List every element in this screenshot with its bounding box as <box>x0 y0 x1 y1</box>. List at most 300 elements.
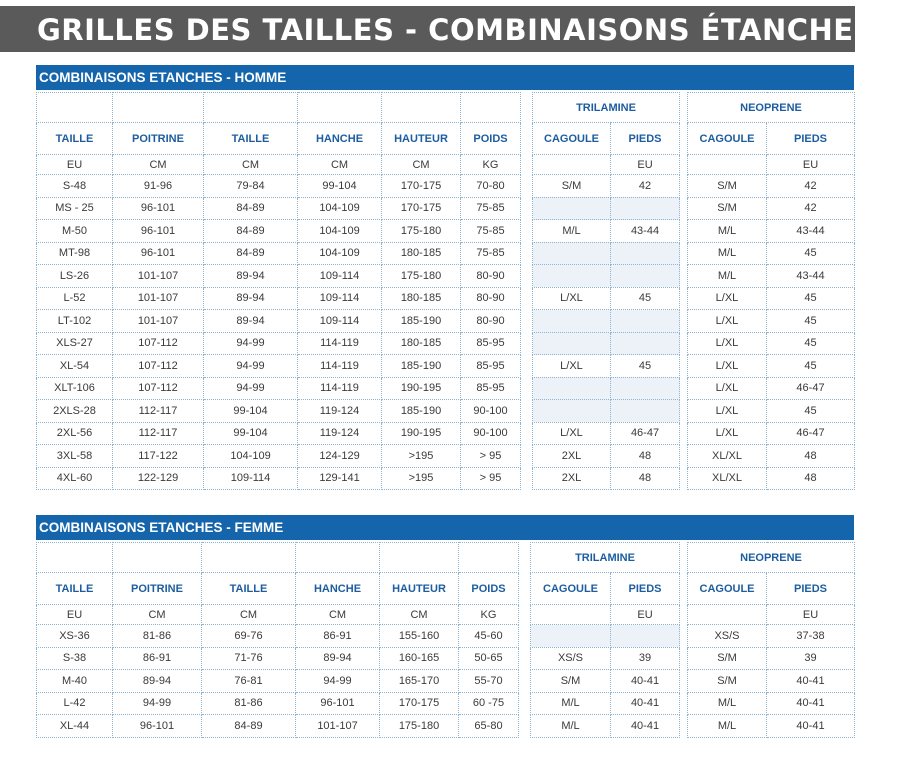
unit-row <box>688 155 855 175</box>
header-row <box>37 573 519 605</box>
value-cell: 170-175 <box>380 692 459 715</box>
value-cell: 107-112 <box>113 355 204 378</box>
table-row <box>37 670 519 693</box>
value-cell: L/XL <box>688 400 767 423</box>
value-cell: 86-91 <box>113 647 202 670</box>
value-cell: 46-47 <box>611 422 680 445</box>
group-title-trilamine: TRILAMINE <box>531 543 680 573</box>
value-cell: 48 <box>611 445 680 468</box>
table-row <box>533 422 680 445</box>
table-row <box>688 197 855 220</box>
value-cell: 45-60 <box>459 625 519 648</box>
unit-cell <box>533 155 611 175</box>
value-cell: 50-65 <box>459 647 519 670</box>
value-cell: 107-112 <box>113 377 204 400</box>
table-row <box>688 715 855 738</box>
header-row <box>688 573 855 605</box>
value-cell <box>533 197 611 220</box>
value-cell: L/XL <box>688 310 767 333</box>
unit-row <box>37 605 519 625</box>
table-row <box>688 242 855 265</box>
size-cell: XLT-106 <box>37 377 113 400</box>
column-header: POITRINE <box>113 573 202 605</box>
column-header: TAILLE <box>37 573 113 605</box>
value-cell <box>611 265 680 288</box>
size-table-homme <box>36 92 521 490</box>
value-cell: 91-96 <box>113 175 204 198</box>
value-cell: M/L <box>688 692 767 715</box>
value-cell: 89-94 <box>204 310 298 333</box>
value-cell: 76-81 <box>202 670 296 693</box>
value-cell: 45 <box>767 332 855 355</box>
column-header: TAILLE <box>204 123 298 155</box>
value-cell: >195 <box>382 467 461 490</box>
header-row <box>688 123 855 155</box>
value-cell: S/M <box>533 175 611 198</box>
table-row <box>37 422 521 445</box>
unit-cell: CM <box>382 155 461 175</box>
size-cell: XLS-27 <box>37 332 113 355</box>
table-row <box>531 715 680 738</box>
value-cell: 101-107 <box>113 287 204 310</box>
value-cell: 96-101 <box>113 715 202 738</box>
empty-header-cell <box>202 543 296 573</box>
value-cell: 80-90 <box>461 310 521 333</box>
value-cell: 84-89 <box>204 197 298 220</box>
value-cell: 40-41 <box>611 692 680 715</box>
table-row <box>37 287 521 310</box>
value-cell: 190-195 <box>382 422 461 445</box>
value-cell <box>611 332 680 355</box>
header-row <box>533 123 680 155</box>
value-cell: XS/S <box>531 647 611 670</box>
value-cell: 39 <box>611 647 680 670</box>
unit-cell: EU <box>37 155 113 175</box>
value-cell: 180-185 <box>382 242 461 265</box>
size-table-femme <box>36 542 519 738</box>
value-cell: > 95 <box>461 445 521 468</box>
column-header: HAUTEUR <box>382 123 461 155</box>
unit-cell: CM <box>380 605 459 625</box>
size-cell: L-42 <box>37 692 113 715</box>
value-cell: 185-190 <box>382 310 461 333</box>
value-cell <box>611 242 680 265</box>
value-cell: 60 -75 <box>459 692 519 715</box>
table-row <box>688 647 855 670</box>
value-cell <box>533 265 611 288</box>
value-cell: 104-109 <box>298 220 382 243</box>
column-header: HANCHE <box>298 123 382 155</box>
value-cell: 96-101 <box>296 692 380 715</box>
unit-row <box>688 605 855 625</box>
value-cell: 94-99 <box>204 377 298 400</box>
value-cell: 45 <box>767 355 855 378</box>
table-row <box>37 647 519 670</box>
value-cell: 71-76 <box>202 647 296 670</box>
table-row <box>533 287 680 310</box>
value-cell: L/XL <box>688 422 767 445</box>
table-row <box>688 692 855 715</box>
table-row <box>688 625 855 648</box>
value-cell: 80-90 <box>461 265 521 288</box>
group-header-row <box>533 93 680 123</box>
empty-header-cell <box>298 93 382 123</box>
value-cell: 40-41 <box>767 692 855 715</box>
value-cell: 117-122 <box>113 445 204 468</box>
page-header <box>0 6 875 52</box>
value-cell: 79-84 <box>204 175 298 198</box>
table-row <box>688 287 855 310</box>
size-table-femme-trilamine <box>530 542 680 738</box>
value-cell: 89-94 <box>204 265 298 288</box>
value-cell: 170-175 <box>382 175 461 198</box>
value-cell <box>533 332 611 355</box>
value-cell: 99-104 <box>298 175 382 198</box>
value-cell: 170-175 <box>382 197 461 220</box>
table-row <box>688 400 855 423</box>
unit-cell: EU <box>611 155 680 175</box>
size-cell: M-50 <box>37 220 113 243</box>
value-cell: L/XL <box>533 422 611 445</box>
size-cell: S-38 <box>37 647 113 670</box>
unit-cell: CM <box>298 155 382 175</box>
size-cell: MS - 25 <box>37 197 113 220</box>
value-cell: 85-95 <box>461 332 521 355</box>
value-cell: 124-129 <box>298 445 382 468</box>
column-header: PIEDS <box>611 573 680 605</box>
unit-cell <box>688 155 767 175</box>
section-homme <box>36 65 854 490</box>
value-cell: M/L <box>533 220 611 243</box>
value-cell: 90-100 <box>461 400 521 423</box>
value-cell: M/L <box>688 715 767 738</box>
value-cell: 45 <box>767 310 855 333</box>
value-cell: 94-99 <box>204 332 298 355</box>
table-row <box>533 220 680 243</box>
value-cell: 185-190 <box>382 355 461 378</box>
value-cell: 89-94 <box>204 287 298 310</box>
unit-cell: CM <box>113 155 204 175</box>
value-cell: M/L <box>688 265 767 288</box>
value-cell: 96-101 <box>113 220 204 243</box>
value-cell: 190-195 <box>382 377 461 400</box>
value-cell: 90-100 <box>461 422 521 445</box>
value-cell <box>533 400 611 423</box>
size-cell: 4XL-60 <box>37 467 113 490</box>
value-cell: 43-44 <box>611 220 680 243</box>
table-row <box>533 467 680 490</box>
value-cell <box>611 197 680 220</box>
table-row <box>37 220 521 243</box>
value-cell: 96-101 <box>113 197 204 220</box>
value-cell: 46-47 <box>767 377 855 400</box>
unit-cell: EU <box>37 605 113 625</box>
value-cell: 48 <box>767 445 855 468</box>
value-cell: 81-86 <box>113 625 202 648</box>
value-cell: L/XL <box>688 355 767 378</box>
empty-header-cell <box>380 543 459 573</box>
value-cell: 94-99 <box>296 670 380 693</box>
table-row <box>688 332 855 355</box>
value-cell: S/M <box>688 175 767 198</box>
table-row <box>688 265 855 288</box>
unit-cell: KG <box>461 155 521 175</box>
size-cell: 2XL-56 <box>37 422 113 445</box>
table-row <box>37 332 521 355</box>
value-cell: 107-112 <box>113 332 204 355</box>
size-table-homme-neoprene <box>687 92 855 490</box>
group-title-trilamine: TRILAMINE <box>533 93 680 123</box>
value-cell: > 95 <box>461 467 521 490</box>
value-cell: 40-41 <box>767 670 855 693</box>
unit-cell: KG <box>459 605 519 625</box>
table-row <box>37 175 521 198</box>
value-cell <box>611 377 680 400</box>
value-cell <box>533 242 611 265</box>
value-cell: 114-119 <box>298 377 382 400</box>
value-cell: 75-85 <box>461 197 521 220</box>
section-title: COMBINAISONS ETANCHES - FEMME <box>39 520 284 535</box>
section-title-bar <box>36 65 854 90</box>
value-cell: 45 <box>767 400 855 423</box>
column-header: TAILLE <box>202 573 296 605</box>
value-cell: 42 <box>767 175 855 198</box>
value-cell <box>533 377 611 400</box>
value-cell: 55-70 <box>459 670 519 693</box>
table-row <box>37 197 521 220</box>
value-cell: XL/XL <box>688 467 767 490</box>
empty-header-cell <box>461 93 521 123</box>
value-cell: 114-119 <box>298 332 382 355</box>
section-title: COMBINAISONS ETANCHES - HOMME <box>39 70 287 85</box>
value-cell: 48 <box>611 467 680 490</box>
empty-header-cell <box>113 543 202 573</box>
value-cell: 101-107 <box>113 265 204 288</box>
table-row <box>37 625 519 648</box>
table-row <box>533 445 680 468</box>
size-cell: XL-54 <box>37 355 113 378</box>
table-row <box>688 422 855 445</box>
column-header: POIDS <box>459 573 519 605</box>
value-cell: L/XL <box>688 332 767 355</box>
value-cell: 94-99 <box>204 355 298 378</box>
empty-header-cell <box>37 93 113 123</box>
empty-header-cell <box>296 543 380 573</box>
value-cell: 69-76 <box>202 625 296 648</box>
value-cell: 84-89 <box>202 715 296 738</box>
column-header: CAGOULE <box>688 123 767 155</box>
value-cell: 96-101 <box>113 242 204 265</box>
value-cell: S/M <box>688 197 767 220</box>
table-row <box>533 355 680 378</box>
value-cell: M/L <box>531 692 611 715</box>
value-cell: 104-109 <box>298 197 382 220</box>
table-row <box>37 692 519 715</box>
value-cell: 99-104 <box>204 400 298 423</box>
value-cell: 2XL <box>533 467 611 490</box>
value-cell: 119-124 <box>298 422 382 445</box>
value-cell: 180-185 <box>382 332 461 355</box>
value-cell <box>611 625 680 648</box>
value-cell: 43-44 <box>767 220 855 243</box>
value-cell: 45 <box>767 287 855 310</box>
size-cell: S-48 <box>37 175 113 198</box>
page-title: GRILLES DES TAILLES - COMBINAISONS ÉTANCHES <box>37 13 875 47</box>
size-cell: LS-26 <box>37 265 113 288</box>
value-cell: 94-99 <box>113 692 202 715</box>
group-title-neoprene: NEOPRENE <box>688 543 855 573</box>
value-cell: 46-47 <box>767 422 855 445</box>
value-cell: 39 <box>767 647 855 670</box>
unit-cell: CM <box>113 605 202 625</box>
value-cell: 65-80 <box>459 715 519 738</box>
value-cell: 45 <box>611 287 680 310</box>
table-row <box>533 377 680 400</box>
table-row <box>37 242 521 265</box>
value-cell: 109-114 <box>298 310 382 333</box>
column-header: TAILLE <box>37 123 113 155</box>
size-cell: MT-98 <box>37 242 113 265</box>
value-cell: 122-129 <box>113 467 204 490</box>
column-header: PIEDS <box>767 123 855 155</box>
header-spacer-row <box>37 543 519 573</box>
value-cell: 43-44 <box>767 265 855 288</box>
value-cell: XL/XL <box>688 445 767 468</box>
value-cell: 101-107 <box>296 715 380 738</box>
table-row <box>37 355 521 378</box>
group-header-row <box>531 543 680 573</box>
value-cell: 42 <box>611 175 680 198</box>
value-cell <box>531 625 611 648</box>
empty-header-cell <box>204 93 298 123</box>
column-header: POITRINE <box>113 123 204 155</box>
size-cell: M-40 <box>37 670 113 693</box>
section-femme <box>36 515 854 745</box>
unit-cell <box>688 605 767 625</box>
column-header: CAGOULE <box>533 123 611 155</box>
table-row <box>688 670 855 693</box>
size-cell: 2XLS-28 <box>37 400 113 423</box>
size-cell: XS-36 <box>37 625 113 648</box>
value-cell: 45 <box>611 355 680 378</box>
table-row <box>37 310 521 333</box>
value-cell: 85-95 <box>461 377 521 400</box>
value-cell: 114-119 <box>298 355 382 378</box>
table-row <box>533 197 680 220</box>
empty-header-cell <box>459 543 519 573</box>
value-cell: 155-160 <box>380 625 459 648</box>
size-cell: LT-102 <box>37 310 113 333</box>
value-cell <box>611 400 680 423</box>
value-cell: 185-190 <box>382 400 461 423</box>
table-row <box>688 445 855 468</box>
unit-cell: EU <box>767 605 855 625</box>
value-cell: 89-94 <box>113 670 202 693</box>
value-cell: 45 <box>767 242 855 265</box>
unit-cell <box>531 605 611 625</box>
table-row <box>533 332 680 355</box>
column-header: POIDS <box>461 123 521 155</box>
table-row <box>688 467 855 490</box>
empty-header-cell <box>37 543 113 573</box>
table-row <box>37 467 521 490</box>
value-cell <box>611 310 680 333</box>
value-cell: 101-107 <box>113 310 204 333</box>
value-cell: 99-104 <box>204 422 298 445</box>
value-cell: 104-109 <box>298 242 382 265</box>
value-cell: 180-185 <box>382 287 461 310</box>
table-row <box>533 175 680 198</box>
value-cell: 80-90 <box>461 287 521 310</box>
unit-cell: EU <box>767 155 855 175</box>
size-cell: 3XL-58 <box>37 445 113 468</box>
group-header-row <box>688 543 855 573</box>
empty-header-cell <box>113 93 204 123</box>
value-cell: 81-86 <box>202 692 296 715</box>
size-table-femme-neoprene <box>687 542 855 738</box>
unit-row <box>533 155 680 175</box>
value-cell: 175-180 <box>380 715 459 738</box>
unit-cell: CM <box>202 605 296 625</box>
unit-row <box>37 155 521 175</box>
value-cell: 119-124 <box>298 400 382 423</box>
value-cell: XS/S <box>688 625 767 648</box>
group-header-row <box>688 93 855 123</box>
table-row <box>688 220 855 243</box>
value-cell: M/L <box>531 715 611 738</box>
table-row <box>531 692 680 715</box>
table-row <box>37 445 521 468</box>
value-cell: 42 <box>767 197 855 220</box>
value-cell: >195 <box>382 445 461 468</box>
value-cell <box>533 310 611 333</box>
table-row <box>531 670 680 693</box>
table-row <box>688 310 855 333</box>
table-row <box>37 377 521 400</box>
value-cell: 2XL <box>533 445 611 468</box>
table-row <box>533 265 680 288</box>
column-header: HAUTEUR <box>380 573 459 605</box>
column-header: PIEDS <box>767 573 855 605</box>
table-row <box>533 400 680 423</box>
column-header: CAGOULE <box>688 573 767 605</box>
value-cell: 160-165 <box>380 647 459 670</box>
table-row <box>688 377 855 400</box>
value-cell: M/L <box>688 242 767 265</box>
value-cell: L/XL <box>688 377 767 400</box>
table-row <box>531 647 680 670</box>
header-spacer-row <box>37 93 521 123</box>
size-table-homme-trilamine <box>532 92 680 490</box>
header-row <box>531 573 680 605</box>
empty-header-cell <box>382 93 461 123</box>
table-row <box>533 242 680 265</box>
value-cell: 37-38 <box>767 625 855 648</box>
value-cell: 109-114 <box>298 265 382 288</box>
size-cell: XL-44 <box>37 715 113 738</box>
value-cell: 165-170 <box>380 670 459 693</box>
section-title-bar <box>36 515 854 540</box>
value-cell: L/XL <box>688 287 767 310</box>
value-cell: S/M <box>531 670 611 693</box>
value-cell: 48 <box>767 467 855 490</box>
table-row <box>531 625 680 648</box>
table-row <box>688 175 855 198</box>
size-cell: L-52 <box>37 287 113 310</box>
value-cell: L/XL <box>533 355 611 378</box>
value-cell: 112-117 <box>113 400 204 423</box>
column-header: PIEDS <box>611 123 680 155</box>
